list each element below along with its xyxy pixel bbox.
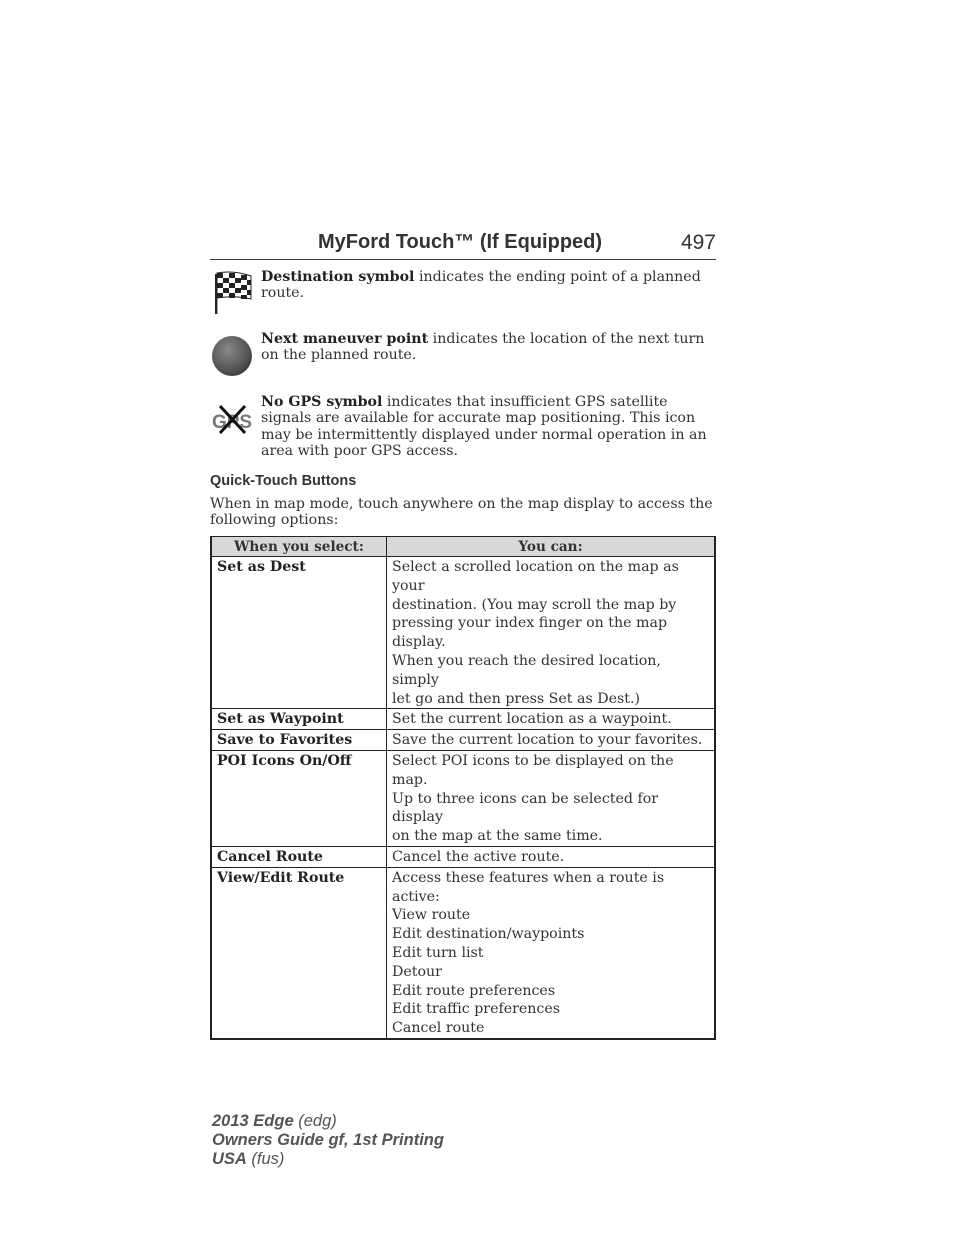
col-header-select: When you select: [211,537,387,557]
description-line: When you reach the desired location, simply [392,652,661,688]
description-line: Cancel route [392,1020,485,1037]
description-line: View route [392,907,471,924]
description-line: Edit route preferences [392,982,556,999]
option-description [387,750,716,846]
table-row [211,867,715,1039]
table-row [211,846,715,867]
footer-model: 2013 Edge [212,1112,294,1130]
description-line: Select a scrolled location on the map as your [392,559,679,594]
table-row [211,557,715,709]
description-line: on the map at the same time. [392,828,603,845]
description-line: Cancel the active route. [392,848,565,865]
next-maneuver-desc: indicates the location of the next turn on the planned route. [261,331,705,364]
destination-symbol-term: Destination symbol [261,269,415,285]
page-number: 497 [680,231,716,254]
option-name: View/Edit Route [211,867,387,1039]
option-name: Set as Waypoint [211,709,387,730]
no-gps-term: No GPS symbol [261,394,383,410]
description-line: Set the current location as a waypoint. [392,711,672,728]
section-heading: Quick-Touch Buttons [210,473,357,489]
option-description [387,846,716,867]
table-row [211,730,715,751]
footer-model-code: (edg) [293,1112,337,1130]
quick-touch-table [210,536,716,1040]
page-header [210,229,716,260]
no-gps-icon [210,394,254,440]
destination-symbol-desc: indicates the ending point of a planned route. [261,269,701,302]
option-description [387,730,716,751]
description-line: Save the current location to your favorites. [392,732,703,749]
no-gps-desc: indicates that insufficient GPS satellite signals are available for accurate map positioning. This icon may be intermittently displayed under normal operation in an area with poor GPS access. [261,394,707,460]
option-description [387,867,716,1039]
checkered-flag-icon [210,269,254,315]
next-maneuver-term: Next maneuver point [261,331,429,347]
description-line: let go and then press Set as Dest.) [392,690,641,707]
footer-market-code: (fus) [246,1150,285,1168]
page-footer [212,1112,444,1169]
gray-ball-icon [210,331,254,377]
footer-market: USA [212,1150,247,1168]
table-header-row [211,537,715,557]
section-intro: When in map mode, touch anywhere on the map display to access the following options: [210,496,713,529]
no-gps-icon-label: GPS [211,412,253,433]
description-line: pressing your index finger on the map display. [392,615,668,651]
table-row [211,750,715,846]
option-name: POI Icons On/Off [211,750,387,846]
description-line: Edit turn list [392,944,484,961]
option-description [387,709,716,730]
table-row [211,709,715,730]
footer-guide: Owners Guide gf, 1st Printing [212,1131,444,1149]
option-name: Save to Favorites [211,730,387,751]
description-line: Detour [392,963,442,980]
col-header-can: You can: [387,537,716,557]
description-line: Access these features when a route is active: [392,869,665,905]
option-name: Cancel Route [211,846,387,867]
description-line: destination. (You may scroll the map by [392,596,677,613]
option-name: Set as Dest [211,557,387,709]
description-line: Select POI icons to be displayed on the map. [392,752,674,788]
page-title: MyFord Touch™ (If Equipped) [318,231,603,253]
description-line: Edit traffic preferences [392,1001,561,1018]
description-line: Edit destination/waypoints [392,926,585,943]
description-line: Up to three icons can be selected for display [392,790,659,826]
option-description [387,557,716,709]
